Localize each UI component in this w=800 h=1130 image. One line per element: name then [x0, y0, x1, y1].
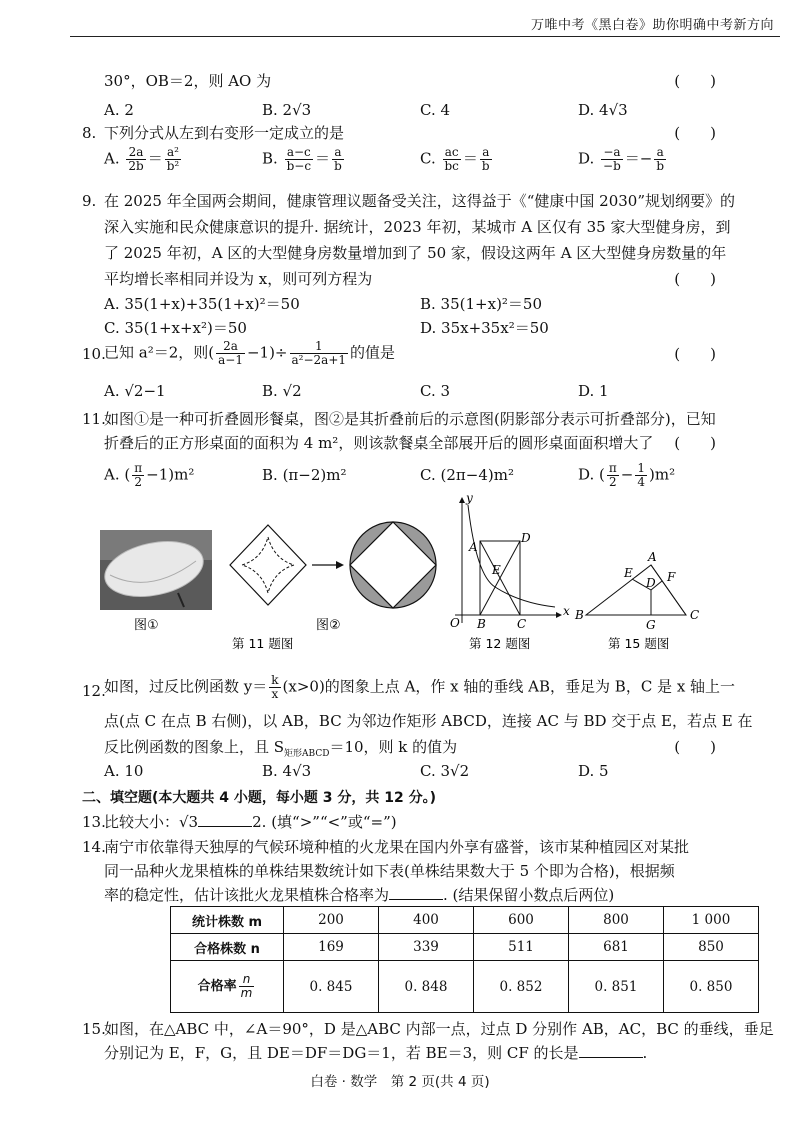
q11-option-d: D. ( $\frac{\pi}{2}$ − $\frac{1}{4}$ )m²	[578, 461, 676, 489]
table-header-rate: 合格率 $\frac{n}{m}$	[171, 961, 284, 1013]
q14-stats-table	[170, 906, 759, 1013]
q15-label-e: E	[624, 566, 633, 580]
q8-bracket: ( )	[674, 124, 716, 142]
q12-line-1: 如图，过反比例函数 y＝ $\frac{k}{x}$ (x>0)的图象上点 A，作 x 轴的垂线 AB，垂足为 B，C 是 x 轴上一	[104, 673, 736, 701]
q11-line-2: 折叠后的正方形桌面的面积为 4 m²，则该款餐桌全部展开后的圆形桌面面积增大了	[104, 434, 654, 452]
folding-table-photo	[100, 530, 212, 610]
q8-option-b: B. $\frac{a-c}{b-c}$ ＝ $\frac{a}{b}$	[262, 145, 342, 173]
table-row	[171, 907, 759, 934]
q9-number: 9.	[82, 192, 97, 210]
q9-line-2: 深入实施和民众健康意识的提升. 据统计，2023 年初，某城市 A 区仅有 35 家大型健身房，到	[104, 218, 731, 236]
q10-option-b: B. √2	[262, 382, 302, 400]
q12-label-b: B	[477, 617, 486, 631]
table-cell: 400	[379, 907, 474, 934]
q15-label-b: B	[575, 608, 584, 622]
q13-answer-blank[interactable]	[198, 812, 252, 827]
table-row	[171, 961, 759, 1013]
q11-number: 11.	[82, 410, 106, 428]
q15-line-2: 分别记为 E，F，G，且 DE＝DF＝DG＝1，若 BE＝3，则 CF 的长是 .	[104, 1044, 648, 1062]
caption-q12: 第 12 题图	[469, 636, 531, 651]
q8-number: 8.	[82, 124, 97, 142]
table-cell: 0. 848	[379, 961, 474, 1013]
q12-number: 12.	[82, 682, 106, 700]
q9-option-a: A. 35(1+x)+35(1+x)²＝50	[104, 295, 300, 313]
q12-bracket: ( )	[674, 738, 716, 756]
q12-option-a: A. 10	[104, 762, 144, 780]
table-cell: 1 000	[664, 907, 759, 934]
q13-number: 13.	[82, 813, 106, 831]
q8-option-c: C. $\frac{ac}{bc}$ ＝ $\frac{a}{b}$	[420, 145, 490, 173]
table-cell: 200	[284, 907, 379, 934]
q14-line-1: 南宁市依靠得天独厚的气候环境种植的火龙果在国内外享有盛誉，该市某种植园区对某批	[104, 838, 690, 856]
q12-label-d: D	[521, 531, 531, 545]
running-header: 万唯中考《黑白卷》助你明确中考新方向	[530, 18, 774, 33]
q11-option-b: B. (π−2)m²	[262, 466, 347, 484]
table-cell: 800	[569, 907, 664, 934]
q10-option-a: A. √2−1	[104, 382, 166, 400]
table-cell: 850	[664, 934, 759, 961]
q9-option-c: C. 35(1+x+x²)＝50	[104, 319, 247, 337]
q9-option-d: D. 35x+35x²＝50	[420, 319, 549, 337]
table-cell: 0. 845	[284, 961, 379, 1013]
q7-option-a: A. 2	[104, 101, 134, 119]
q11-option-a: A. ( $\frac{\pi}{2}$ −1)m²	[104, 461, 195, 489]
q14-line-2: 同一品种火龙果植株的单株结果数统计如下表(单株结果数大于 5 个即为合格)，根据频	[104, 862, 675, 880]
q9-line-4: 平均增长率相同并设为 x，则可列方程为	[104, 270, 373, 288]
caption-q15: 第 15 题图	[608, 636, 670, 651]
q12-label-o: O	[450, 616, 460, 630]
table-cell: 0. 850	[664, 961, 759, 1013]
q13-stem: 比较大小：√3 2. (填“>”“<”或“=”)	[104, 813, 397, 831]
q7-option-b: B. 2√3	[262, 101, 312, 119]
q7-option-c: C. 4	[420, 101, 451, 119]
q15-label-d: D	[646, 576, 656, 590]
q12-line-2: 点(点 C 在点 B 右侧)，以 AB，BC 为邻边作矩形 ABCD，连接 AC 与 BD 交于点 E，若点 E 在	[104, 712, 753, 730]
table-cell: 169	[284, 934, 379, 961]
q15-answer-blank[interactable]	[579, 1043, 643, 1058]
q11-option-c: C. (2π−4)m²	[420, 466, 514, 484]
q15-label-a: A	[648, 550, 657, 564]
q9-option-b: B. 35(1+x)²＝50	[420, 295, 543, 313]
q7-tail: 30°，OB＝2，则 AO 为	[104, 72, 272, 90]
q15-triangle	[574, 550, 699, 632]
q12-label-e: E	[492, 563, 501, 577]
q12-label-c: C	[517, 617, 527, 631]
table-header-n: 合格株数 n	[171, 934, 284, 961]
q8-option-d: D. $\frac{-a}{-b}$ ＝− $\frac{a}{b}$	[578, 145, 665, 173]
table-cell: 511	[474, 934, 569, 961]
q15-label-f: F	[667, 570, 676, 584]
q12-graph	[450, 495, 570, 631]
q12-x-label: x	[563, 604, 570, 618]
q10-bracket: ( )	[674, 345, 716, 363]
fig2-label: 图②	[316, 618, 341, 633]
q7-bracket: ( )	[674, 72, 716, 90]
page-footer: 白卷 · 数学 第 2 页(共 4 页)	[310, 1074, 490, 1090]
section-fill-in-heading: 二、填空题(本大题共 4 小题，每小题 3 分，共 12 分。)	[82, 790, 437, 806]
q11-line-1: 如图①是一种可折叠圆形餐桌，图②是其折叠前后的示意图(阴影部分表示可折叠部分)，已知	[104, 410, 716, 428]
q15-line-1: 如图，在△ABC 中，∠A＝90°，D 是△ABC 内部一点，过点 D 分别作 AB，AC，BC 的垂线，垂足	[104, 1020, 774, 1038]
q9-line-3: 了 2025 年初，A 区的大型健身房数量增加到了 50 家，假设这两年 A 区大型健身房数量的年	[104, 244, 727, 262]
table-cell: 681	[569, 934, 664, 961]
q12-option-c: C. 3√2	[420, 762, 470, 780]
q12-label-a: A	[469, 540, 478, 554]
q9-bracket: ( )	[674, 270, 716, 288]
arrow-icon	[312, 561, 344, 569]
table-header-m: 统计株数 m	[171, 907, 284, 934]
q12-line-3: 反比例函数的图象上，且 $S_{矩形ABCD}=10$，则 k 的值为	[104, 738, 458, 759]
table-cell: 0. 852	[474, 961, 569, 1013]
table-row	[171, 934, 759, 961]
q15-label-c: C	[690, 608, 700, 622]
q12-option-d: D. 5	[578, 762, 609, 780]
header-rule	[70, 36, 780, 37]
q10-option-d: D. 1	[578, 382, 609, 400]
q7-option-d: D. 4√3	[578, 101, 628, 119]
figures-row	[0, 495, 800, 665]
q14-number: 14.	[82, 838, 106, 856]
q8-option-a: A. $\frac{2a}{2b}$ ＝ $\frac{\text{a²}}{\text{b²}}$	[104, 145, 180, 173]
q12-option-b: B. 4√3	[262, 762, 312, 780]
q12-y-label: y	[466, 495, 473, 505]
q14-answer-blank[interactable]	[389, 885, 443, 900]
q10-stem: 已知 a²＝2，则( $\frac{2a}{a-1}$ −1)÷ $\frac{1}{\text{a²−2a+1}}$ 的值是	[104, 339, 396, 367]
q10-option-c: C. 3	[420, 382, 451, 400]
table-cell: 600	[474, 907, 569, 934]
unfolded-diagram	[350, 522, 436, 608]
folded-diagram	[230, 525, 306, 605]
table-cell: 339	[379, 934, 474, 961]
fig1-label: 图①	[134, 618, 159, 633]
table-cell: 0. 851	[569, 961, 664, 1013]
q8-stem: 下列分式从左到右变形一定成立的是	[104, 124, 345, 142]
q9-line-1: 在 2025 年全国两会期间，健康管理议题备受关注，这得益于《“健康中国 2030”规划纲要》的	[104, 192, 735, 210]
q10-number: 10.	[82, 345, 106, 363]
q15-label-g: G	[646, 618, 656, 632]
q15-number: 15.	[82, 1020, 106, 1038]
caption-q11: 第 11 题图	[232, 636, 294, 651]
q11-bracket: ( )	[674, 434, 716, 452]
q14-line-3: 率的稳定性，估计该批火龙果植株合格率为 . (结果保留小数点后两位)	[104, 886, 615, 904]
